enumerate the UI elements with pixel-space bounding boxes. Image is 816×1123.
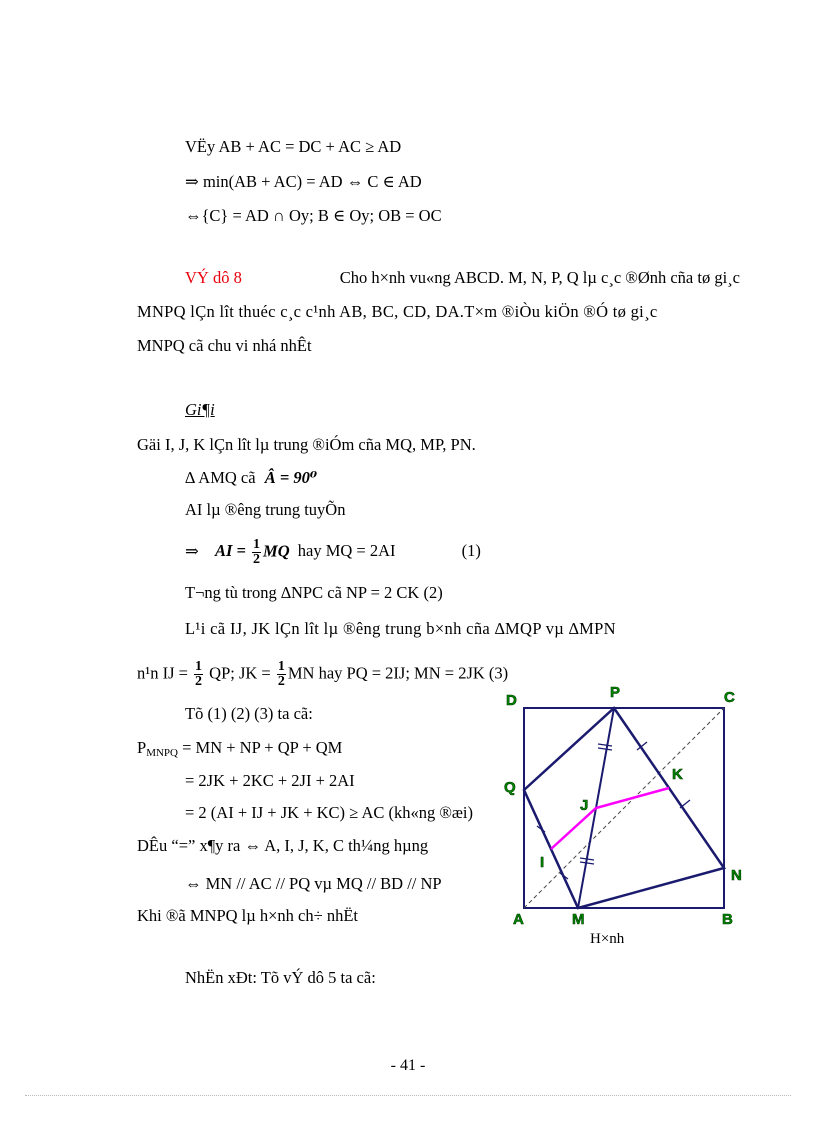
text-line: MNPQ cã chu vi nhá nhÊt	[137, 336, 312, 355]
text-line: Khi ®ã MNPQ lµ h×nh ch÷ nhËt	[137, 906, 358, 925]
example-text: Cho h×nh vu«ng ABCD. M, N, P, Q lµ c¸c ®Ønh cña tø gi¸c	[339, 268, 740, 287]
diagonal-ac	[524, 708, 724, 908]
text-line: Tõ (1) (2) (3) ta cã:	[185, 704, 313, 723]
label-n: N	[731, 867, 742, 884]
label-c: C	[724, 689, 735, 706]
fraction-one-half: $\frac{1}{2}$	[195, 659, 203, 689]
text-line: T¬ng tù trong ∆NPC cã NP = 2 CK (2)	[185, 583, 443, 602]
page-divider	[25, 1095, 791, 1096]
path-ijk	[551, 788, 669, 849]
figure-caption: H×nh	[590, 931, 625, 947]
perimeter-symbol: P	[137, 738, 147, 757]
text-line: L¹i cã IJ, JK lÇn lît lµ ®êng trung b×nh cña ∆MQP vµ ∆MPN	[185, 619, 616, 638]
text-line: DÊu “=” x¶y ra ⇔ A, I, J, K, C th¼ng hµng	[137, 836, 429, 855]
text-line: Gäi I, J, K lÇn lît lµ trung ®iÓm cña MQ, MP, PN.	[137, 435, 476, 454]
equation-line-1	[185, 538, 481, 567]
text-line: NhËn xÐt: Tõ vÝ dô 5 ta cã:	[185, 968, 376, 987]
text-line: ⇔ MN // AC // PQ vµ MQ // BD // NP	[185, 874, 442, 893]
example-text: MNPQ lÇn lît thuéc c¸c c¹nh AB, BC, CD, DA.T×m ®iÒu kiÖn ®Ó tø gi¸c	[137, 302, 658, 321]
text-line: VËy AB + AC = DC + AC ≥ AD	[185, 137, 402, 156]
text-line: AI lµ ®êng trung tuyÕn	[185, 500, 346, 519]
equation-mq: MQ	[263, 541, 290, 561]
equation-rest: hay MQ = 2AI	[297, 541, 396, 561]
label-a: A	[513, 911, 524, 928]
perimeter-line	[137, 738, 342, 763]
label-i: I	[540, 854, 545, 871]
text-row	[185, 619, 740, 639]
implies-symbol: ⇒	[185, 541, 199, 561]
fraction-one-half: $\frac{1}{2}$	[277, 659, 285, 689]
angle-equation: Â = 90⁰	[264, 468, 318, 487]
equation-part: MN hay PQ = 2IJ; MN = 2JK (3)	[287, 663, 509, 683]
equation-lhs: AI =	[214, 541, 246, 561]
equation-part: n¹n IJ =	[137, 663, 188, 683]
text-line: = 2 (AI + IJ + JK + KC) ≥ AC (kh«ng ®æi)	[185, 803, 473, 822]
equation-line-3	[137, 660, 508, 689]
label-p: P	[610, 684, 621, 701]
perimeter-subscript: MNPQ	[146, 747, 178, 759]
fraction-one-half: $\frac{1}{2}$	[253, 537, 261, 567]
solution-heading: Gi¶i	[185, 400, 215, 419]
label-b: B	[722, 911, 733, 928]
tick-marks	[537, 742, 690, 879]
example-label: VÝ dô 8	[185, 268, 242, 287]
perimeter-expression: = MN + NP + QP + QM	[177, 738, 343, 757]
text-line	[185, 468, 317, 488]
example-row-1	[185, 268, 740, 288]
label-d: D	[506, 692, 517, 709]
text-line: ⇔{C} = AD ∩ Oy; B ∈ Oy; OB = OC	[185, 206, 442, 225]
label-j: J	[580, 797, 589, 814]
label-k: K	[672, 766, 683, 783]
page-number: - 41 -	[390, 1057, 426, 1074]
equation-tag: (1)	[461, 541, 481, 561]
text-line: = 2JK + 2KC + 2JI + 2AI	[185, 771, 355, 790]
label-m: M	[572, 911, 585, 928]
geometry-figure	[500, 680, 760, 950]
text-prefix: ∆ AMQ cã	[185, 468, 256, 487]
label-q: Q	[504, 779, 516, 796]
example-row-2	[137, 302, 740, 322]
text-line: ⇒ min(AB + AC) = AD ⇔ C ∈ AD	[185, 172, 422, 191]
equation-part: QP; JK =	[209, 663, 271, 683]
